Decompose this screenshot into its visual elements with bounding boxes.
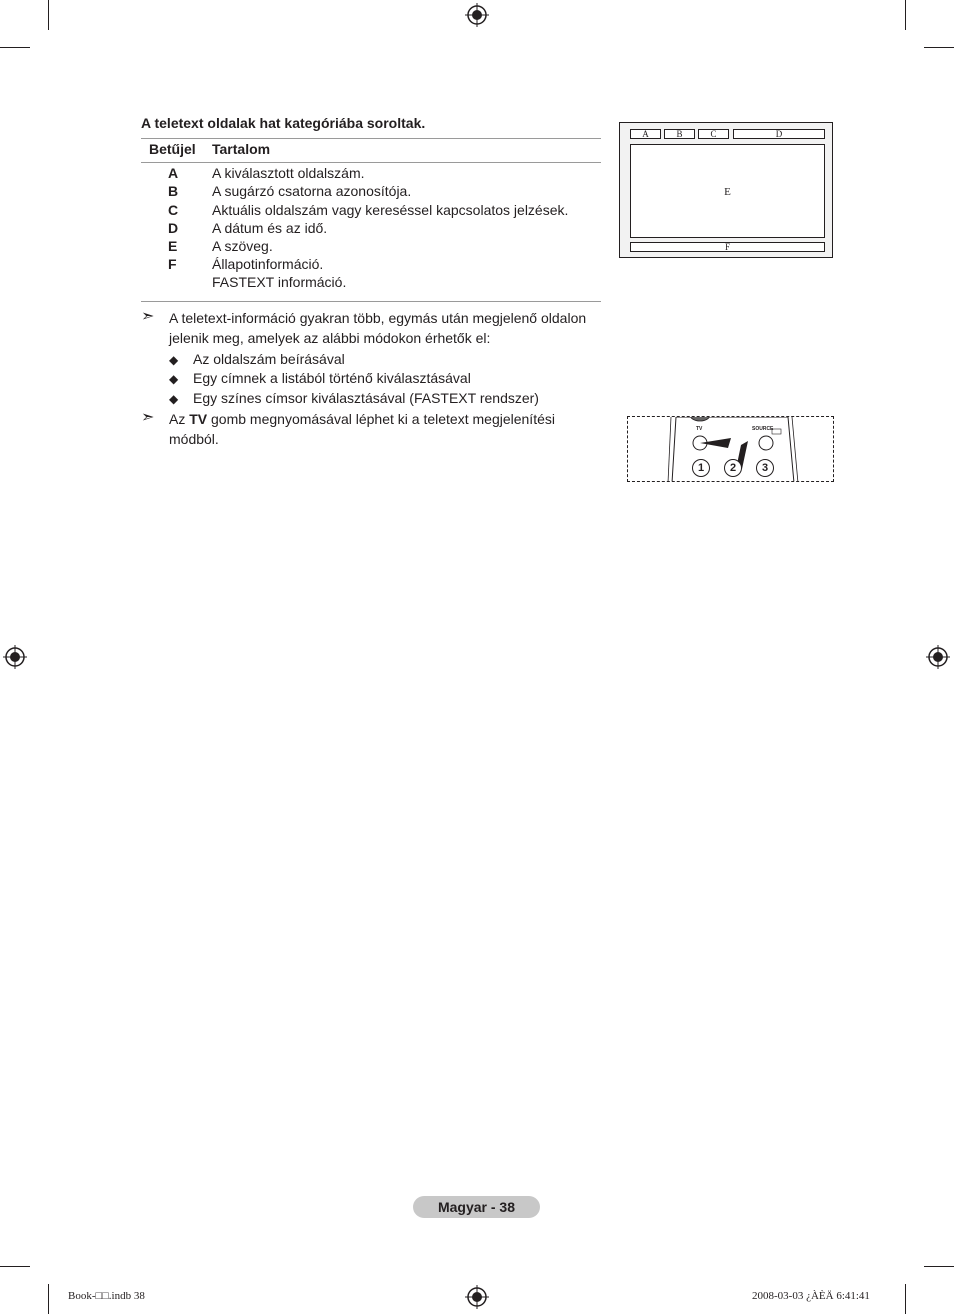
teletext-screen-diagram — [619, 122, 833, 258]
registration-mark-icon — [465, 1285, 489, 1309]
note-text-prefix: Az — [169, 411, 190, 427]
teletext-field-e-label: E — [724, 186, 731, 198]
section-heading: A teletext oldalak hat kategóriába soroltak. — [141, 115, 426, 131]
number-key-3[interactable] — [756, 459, 774, 477]
number-key-2[interactable] — [724, 459, 742, 477]
row-description: A szöveg. — [212, 238, 273, 254]
tv-button-label: TV — [696, 426, 703, 432]
key-label: 3 — [761, 462, 769, 474]
note-arrow-icon: ➣ — [141, 409, 155, 426]
list-item-text: Egy színes címsor kiválasztásával (FASTEXT rendszer) — [193, 390, 539, 406]
table-header-rule — [141, 162, 601, 163]
registration-mark-icon — [3, 645, 27, 669]
list-item — [169, 389, 539, 408]
list-item — [169, 369, 471, 388]
teletext-field-b: B — [664, 129, 695, 139]
page-number-badge: Magyar - 38 — [413, 1196, 540, 1218]
print-slug-right: 2008-03-03 ¿ÀÈÄ 6:41:41 — [752, 1290, 870, 1302]
diamond-bullet-icon: ◆ — [169, 392, 179, 406]
note-text-suffix: gomb megnyomásával léphet ki a teletext megjelenítési módból. — [169, 411, 555, 447]
diamond-bullet-icon: ◆ — [169, 372, 179, 386]
teletext-field-e — [630, 144, 825, 238]
remote-control-illustration — [627, 416, 834, 482]
teletext-field-f: F — [630, 242, 825, 252]
registration-mark-icon — [926, 645, 950, 669]
registration-mark-icon — [465, 3, 489, 27]
row-description: A kiválasztott oldalszám. — [212, 165, 365, 181]
key-label: 2 — [729, 462, 737, 474]
row-letter: D — [168, 220, 179, 236]
note-text — [169, 409, 599, 449]
teletext-field-a: A — [630, 129, 661, 139]
table-bottom-rule — [141, 301, 601, 302]
column-header-letter: Betűjel — [149, 141, 196, 157]
list-item-text: Az oldalszám beírásával — [193, 351, 345, 367]
number-key-1[interactable] — [692, 459, 710, 477]
row-description: Aktuális oldalszám vagy kereséssel kapcsolatos jelzések. — [212, 202, 569, 218]
source-button-label: SOURCE — [752, 426, 774, 432]
crop-mark — [48, 0, 49, 30]
crop-mark — [0, 1266, 30, 1267]
row-description: FASTEXT információ. — [212, 274, 347, 290]
row-letter: F — [168, 256, 177, 272]
row-description: A dátum és az idő. — [212, 220, 328, 236]
row-letter: E — [168, 238, 178, 254]
row-letter: B — [168, 183, 179, 199]
table-top-rule — [141, 138, 601, 139]
crop-mark — [924, 47, 954, 48]
crop-mark — [48, 1284, 49, 1314]
teletext-field-c: C — [698, 129, 729, 139]
print-slug-left: Book-□□.indb 38 — [68, 1290, 145, 1302]
column-header-content: Tartalom — [212, 141, 271, 157]
note-text: A teletext-információ gyakran több, egymás után megjelenő oldalon jelenik meg, amelyek az alábbi módokon érhetők el: — [169, 310, 587, 346]
note-arrow-icon: ➣ — [141, 308, 155, 325]
row-letter: C — [168, 202, 179, 218]
list-item — [169, 350, 345, 369]
teletext-field-d: D — [733, 129, 825, 139]
row-description: Állapotinformáció. — [212, 256, 324, 272]
row-description: A sugárzó csatorna azonosítója. — [212, 183, 412, 199]
list-item-text: Egy címnek a listából történő kiválasztásával — [193, 370, 471, 386]
crop-mark — [0, 47, 30, 48]
crop-mark — [924, 1266, 954, 1267]
diamond-bullet-icon: ◆ — [169, 353, 179, 367]
crop-mark — [905, 1284, 906, 1314]
row-letter: A — [168, 165, 179, 181]
crop-mark — [905, 0, 906, 30]
key-label: 1 — [697, 462, 705, 474]
tv-button-name: TV — [189, 411, 208, 427]
